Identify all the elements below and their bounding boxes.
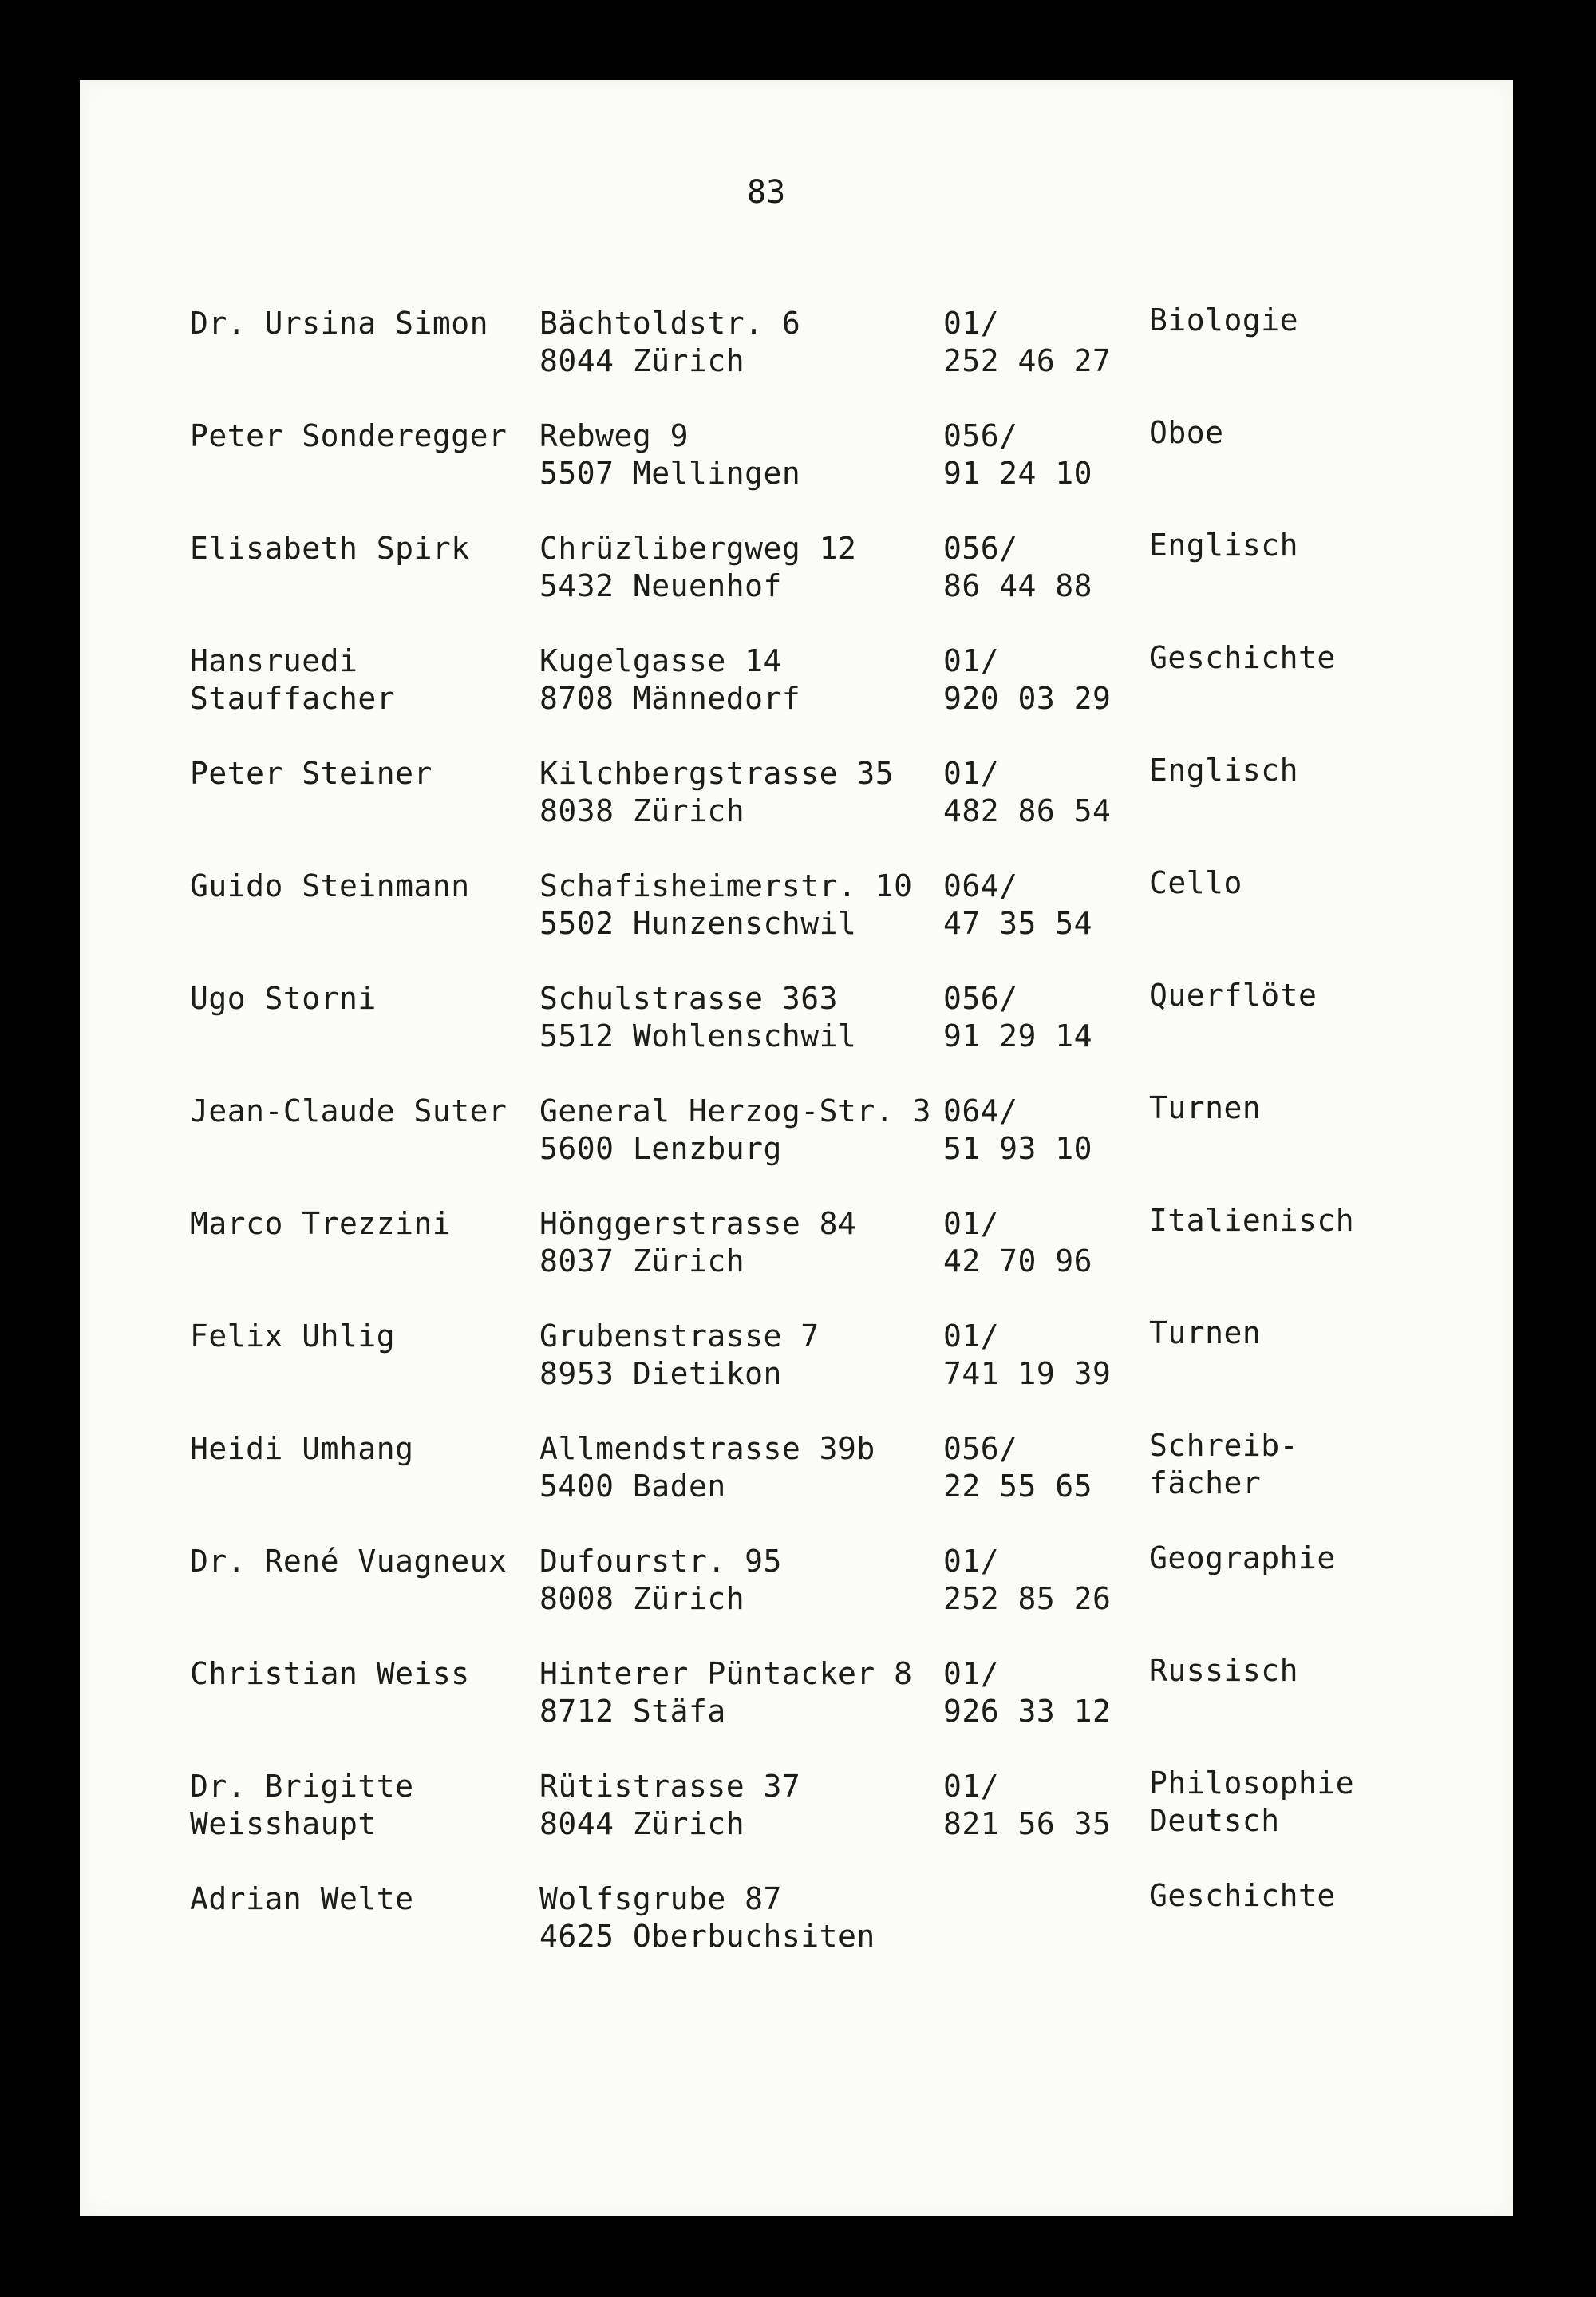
person-name-line: Jean-Claude Suter (190, 1093, 508, 1129)
address (539, 642, 938, 718)
directory-entry (190, 1315, 1387, 1430)
subject (1149, 864, 1389, 902)
subject (1149, 1765, 1389, 1840)
address (539, 1430, 938, 1505)
address-line: 8044 Zürich (539, 1806, 745, 1841)
phone-number (943, 417, 1143, 492)
subject (1149, 977, 1389, 1014)
phone-number-line: 22 55 65 (943, 1469, 1093, 1504)
phone-number (943, 1768, 1143, 1843)
person-name (190, 868, 533, 905)
address-line: 8708 Männedorf (539, 681, 801, 716)
subject-line: Englisch (1149, 528, 1299, 563)
directory-list (190, 302, 1387, 1993)
phone-number (943, 1430, 1143, 1505)
person-name (190, 642, 533, 718)
person-name-line: Guido Steinmann (190, 868, 470, 903)
phone-number-line: 01/ (943, 1206, 1000, 1241)
phone-number (943, 642, 1143, 718)
phone-number-line: 482 86 54 (943, 793, 1112, 828)
address-line: Schulstrasse 363 (539, 981, 839, 1016)
address-line: Hinterer Püntacker 8 (539, 1656, 913, 1691)
subject-line: Geographie (1149, 1540, 1336, 1575)
subject (1149, 1089, 1389, 1127)
directory-entry (190, 1090, 1387, 1205)
subject-line: Schreib- (1149, 1428, 1299, 1463)
address-line: 5432 Neuenhof (539, 568, 782, 603)
address-line: 5507 Mellingen (539, 456, 801, 491)
subject-line: Geschichte (1149, 640, 1336, 675)
subject (1149, 1652, 1389, 1690)
person-name-line: Peter Sonderegger (190, 418, 508, 453)
subject-line: fächer (1149, 1465, 1262, 1500)
phone-number-line: 01/ (943, 1769, 1000, 1804)
address-line: 8037 Zürich (539, 1243, 745, 1279)
subject-line: Turnen (1149, 1315, 1262, 1350)
phone-number-line: 056/ (943, 418, 1018, 453)
phone-number-line: 01/ (943, 1544, 1000, 1579)
phone-number-line: 064/ (943, 868, 1018, 903)
phone-number-line: 86 44 88 (943, 568, 1093, 603)
phone-number-line: 47 35 54 (943, 906, 1093, 941)
phone-number-line: 252 46 27 (943, 343, 1112, 378)
address (539, 1543, 938, 1618)
address (539, 530, 938, 605)
subject (1149, 1202, 1389, 1239)
address-line: 5600 Lenzburg (539, 1131, 782, 1166)
subject-line: Querflöte (1149, 978, 1317, 1013)
subject (1149, 527, 1389, 564)
person-name-line: Adrian Welte (190, 1881, 414, 1916)
directory-entry (190, 1430, 1387, 1543)
subject (1149, 752, 1389, 789)
address-line: Schafisheimerstr. 10 (539, 868, 913, 903)
person-name-line: Heidi Umhang (190, 1431, 414, 1466)
person-name (190, 530, 533, 567)
phone-number-line: 01/ (943, 643, 1000, 678)
directory-entry (190, 302, 1387, 417)
person-name-line: Weisshaupt (190, 1806, 377, 1841)
subject-line: Cello (1149, 865, 1242, 900)
phone-number-line: 056/ (943, 1431, 1018, 1466)
address-line: Wolfsgrube 87 (539, 1881, 782, 1916)
subject (1149, 1427, 1389, 1502)
directory-entry (190, 1765, 1387, 1880)
phone-number-line: 064/ (943, 1093, 1018, 1129)
phone-number-line: 51 93 10 (943, 1131, 1093, 1166)
page-number: 83 (747, 174, 786, 211)
address-line: Kugelgasse 14 (539, 643, 782, 678)
phone-number-line: 01/ (943, 756, 1000, 791)
phone-number-line: 821 56 35 (943, 1806, 1112, 1841)
address-line: General Herzog-Str. 3 (539, 1093, 931, 1129)
address (539, 417, 938, 492)
address-line: Grubenstrasse 7 (539, 1319, 820, 1354)
phone-number-line: 01/ (943, 1319, 1000, 1354)
person-name (190, 305, 533, 342)
address-line: 5512 Wohlenschwil (539, 1018, 857, 1054)
person-name (190, 1768, 533, 1843)
person-name-line: Felix Uhlig (190, 1319, 396, 1354)
subject (1149, 1315, 1389, 1352)
address (539, 1768, 938, 1843)
address (539, 1880, 938, 1955)
subject (1149, 1877, 1389, 1915)
person-name (190, 1318, 533, 1355)
person-name-line: Stauffacher (190, 681, 396, 716)
address (539, 1318, 938, 1393)
directory-entry (190, 1540, 1387, 1655)
address-line: Allmendstrasse 39b (539, 1431, 875, 1466)
phone-number-line: 252 85 26 (943, 1581, 1112, 1616)
address-line: Hönggerstrasse 84 (539, 1206, 857, 1241)
subject-line: Oboe (1149, 415, 1224, 450)
directory-entry (190, 530, 1387, 642)
person-name-line: Ugo Storni (190, 981, 377, 1016)
phone-number-line: 01/ (943, 1656, 1000, 1691)
phone-number (943, 1318, 1143, 1393)
address-line: Dufourstr. 95 (539, 1544, 782, 1579)
person-name-line: Marco Trezzini (190, 1206, 452, 1241)
phone-number (943, 868, 1143, 943)
address (539, 1655, 938, 1730)
person-name-line: Hansruedi (190, 643, 358, 678)
directory-entry (190, 865, 1387, 980)
address-line: 8044 Zürich (539, 343, 745, 378)
directory-entry (190, 642, 1387, 755)
phone-number (943, 530, 1143, 605)
address-line: Kilchbergstrasse 35 (539, 756, 895, 791)
directory-entry (190, 980, 1387, 1093)
person-name-line: Dr. René Vuagneux (190, 1544, 508, 1579)
phone-number-line: 926 33 12 (943, 1694, 1112, 1729)
phone-number-line: 056/ (943, 531, 1018, 566)
phone-number (943, 1655, 1143, 1730)
phone-number (943, 980, 1143, 1055)
person-name (190, 1880, 533, 1918)
address-line: 5400 Baden (539, 1469, 726, 1504)
subject-line: Englisch (1149, 753, 1299, 788)
person-name-line: Christian Weiss (190, 1656, 470, 1691)
address-line: Rebweg 9 (539, 418, 689, 453)
subject-line: Italienisch (1149, 1203, 1355, 1238)
subject-line: Biologie (1149, 302, 1299, 338)
phone-number (943, 305, 1143, 380)
directory-entry (190, 1655, 1387, 1768)
address-line: Bächtoldstr. 6 (539, 306, 801, 341)
phone-number-line: 741 19 39 (943, 1356, 1112, 1391)
subject-line: Philosophie (1149, 1765, 1355, 1801)
address (539, 755, 938, 830)
person-name-line: Peter Steiner (190, 756, 433, 791)
person-name (190, 980, 533, 1018)
subject-line: Turnen (1149, 1090, 1262, 1125)
person-name (190, 417, 533, 455)
address-line: Rütistrasse 37 (539, 1769, 801, 1804)
subject-line: Deutsch (1149, 1803, 1280, 1838)
phone-number (943, 1093, 1143, 1168)
address-line: 8008 Zürich (539, 1581, 745, 1616)
address-line: 8712 Stäfa (539, 1694, 726, 1729)
person-name (190, 1205, 533, 1243)
directory-entry (190, 417, 1387, 530)
subject-line: Russisch (1149, 1653, 1299, 1688)
directory-entry (190, 1205, 1387, 1318)
person-name-line: Dr. Brigitte (190, 1769, 414, 1804)
subject (1149, 639, 1389, 677)
subject (1149, 1540, 1389, 1577)
phone-number-line: 42 70 96 (943, 1243, 1093, 1279)
address (539, 1205, 938, 1280)
phone-number (943, 1205, 1143, 1280)
directory-entry (190, 1880, 1387, 1993)
subject (1149, 414, 1389, 452)
address (539, 980, 938, 1055)
address-line: 4625 Oberbuchsiten (539, 1919, 875, 1954)
phone-number (943, 755, 1143, 830)
address-line: 5502 Hunzenschwil (539, 906, 857, 941)
address-line: 8038 Zürich (539, 793, 745, 828)
person-name (190, 1430, 533, 1468)
directory-entry (190, 755, 1387, 868)
phone-number (943, 1543, 1143, 1618)
address-line: 8953 Dietikon (539, 1356, 782, 1391)
address (539, 868, 938, 943)
person-name (190, 755, 533, 793)
person-name (190, 1655, 533, 1693)
person-name (190, 1093, 533, 1130)
phone-number-line: 056/ (943, 981, 1018, 1016)
phone-number-line: 91 29 14 (943, 1018, 1093, 1054)
person-name-line: Dr. Ursina Simon (190, 306, 489, 341)
person-name-line: Elisabeth Spirk (190, 531, 470, 566)
subject (1149, 302, 1389, 339)
subject-line: Geschichte (1149, 1878, 1336, 1913)
phone-number-line: 91 24 10 (943, 456, 1093, 491)
phone-number-line: 01/ (943, 306, 1000, 341)
address (539, 1093, 938, 1168)
person-name (190, 1543, 533, 1580)
phone-number-line: 920 03 29 (943, 681, 1112, 716)
address-line: Chrüzlibergweg 12 (539, 531, 857, 566)
address (539, 305, 938, 380)
